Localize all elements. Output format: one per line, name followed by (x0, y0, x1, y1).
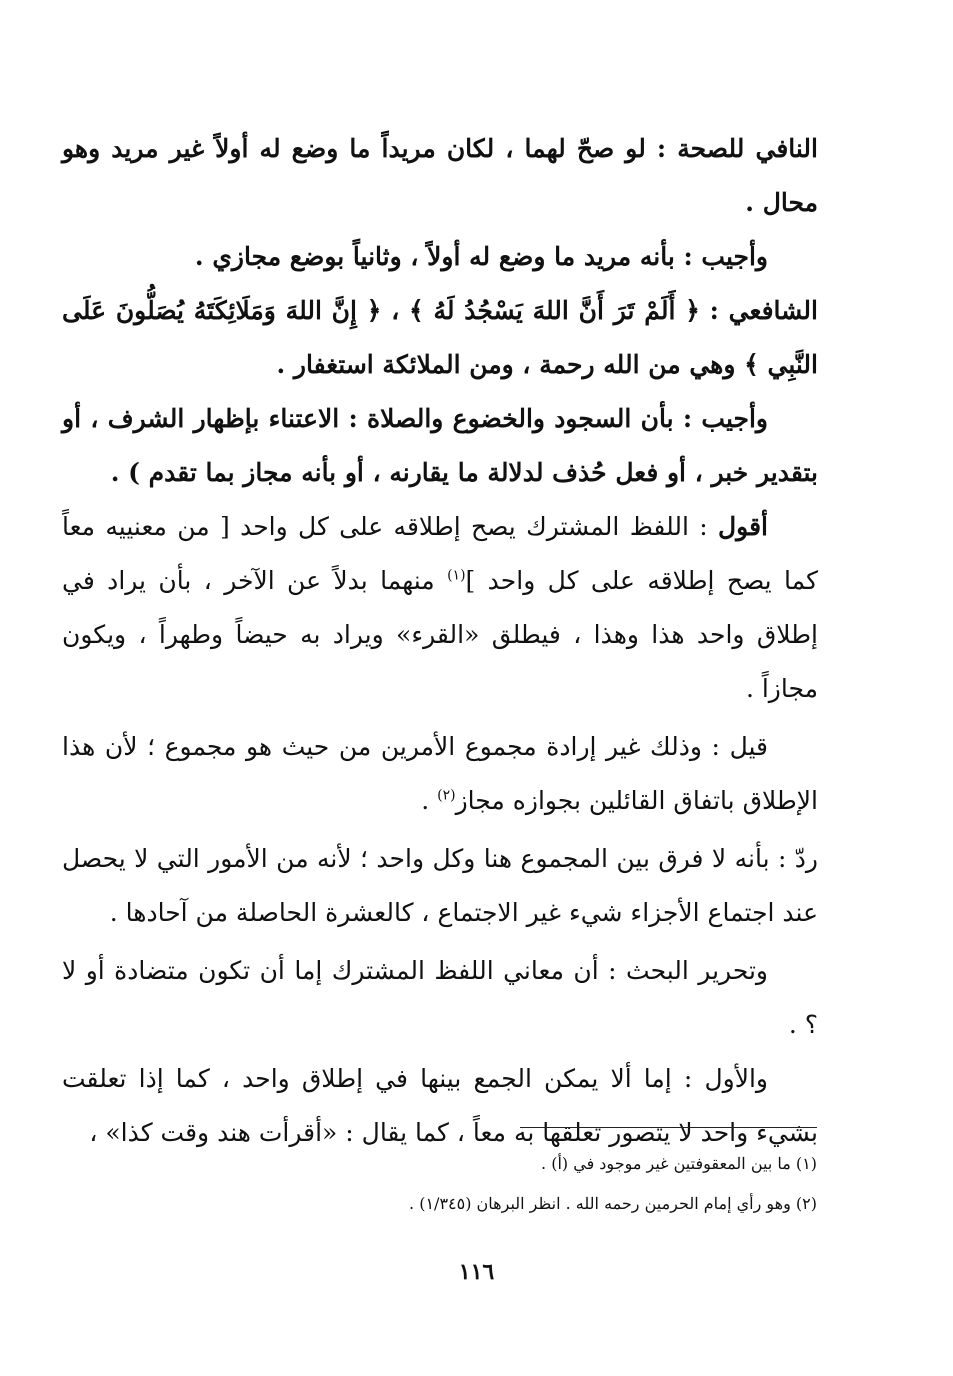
footnote-1: (١) ما بين المعقوفتين غير موجود في (أ) . (541, 1154, 817, 1173)
footnote-ref-2: (٢) (437, 787, 456, 804)
paragraph-qeel (62, 720, 818, 828)
paragraph-awwal: والأول : إما ألا يمكن الجمع بينها في إطلاق واحد ، كما إذا تعلقت بشيء واحد لا يتصور تعلقها به معاً ، كما يقال : «أقرأت هند وقت كذا» ، (62, 1064, 818, 1147)
paragraph-radd: ردّ : بأنه لا فرق بين المجموع هنا وكل واحد ؛ لأنه من الأمور التي لا يحصل عند اجتماع الأجزاء شيء غير الاجتماع ، كالعشرة الحاصلة من آحادها . (62, 844, 818, 927)
aqool-lead: أقول (718, 512, 768, 541)
footnotes (217, 1144, 817, 1224)
aqool-text-2: منهما بدلاً عن الآخر ، بأن يراد في إطلاق واحد هذا وهذا ، فيطلق «القرء» ويراد به حيضاً وطهراً ، ويكون مجازاً . (62, 566, 818, 703)
footnote-divider (520, 1127, 817, 1128)
paragraph-aqool (62, 500, 818, 716)
paragraph-ujib-2: وأجيب : بأن السجود والخضوع والصلاة : الاعتناء بإظهار الشرف ، أو بتقدير خبر ، أو فعل حُذف لدلالة ما يقارنه ، أو بأنه مجاز بما تقدم ) . (62, 404, 818, 487)
paragraph-ujib-1: وأجيب : بأنه مريد ما وضع له أولاً ، وثانياً بوضع مجازي . (194, 242, 768, 271)
paragraph-tahrir: وتحرير البحث : أن معاني اللفظ المشترك إما أن تكون متضادة أو لا ؟ . (62, 956, 818, 1039)
footnote-2: (٢) وهو رأي إمام الحرمين رحمه الله . انظر البرهان (١/٣٤٥) . (409, 1194, 817, 1213)
paragraph-nafi: النافي للصحة : لو صحّ لهما ، لكان مريداً ما وضع له أولاً غير مريد وهو محال . (62, 134, 818, 217)
page-number: ١١٦ (458, 1259, 495, 1285)
main-text (62, 122, 818, 1160)
qeel-text-2: . (421, 786, 438, 815)
footnote-ref-1: (١) (447, 567, 466, 584)
qeel-text-1: قيل : وذلك غير إرادة مجموع الأمرين من حيث هو مجموع ؛ لأن هذا الإطلاق باتفاق القائلين بجوازه مجاز (62, 732, 818, 815)
aqool-text-1: : اللفظ المشترك يصح إطلاقه على كل واحد [ من معنييه معاً كما يصح إطلاقه على كل واحد ] (62, 512, 818, 595)
paragraph-shafii: الشافعي : ﴿ أَلَمْ تَرَ أَنَّ اللهَ يَسْجُدُ لَهُ ﴾ ، ﴿ إِنَّ اللهَ وَمَلَائِكَتَهُ يُصَلُّونَ عَلَى النَّبِي ﴾ وهي من الله رحمة ، ومن الملائكة استغفار . (62, 296, 818, 379)
